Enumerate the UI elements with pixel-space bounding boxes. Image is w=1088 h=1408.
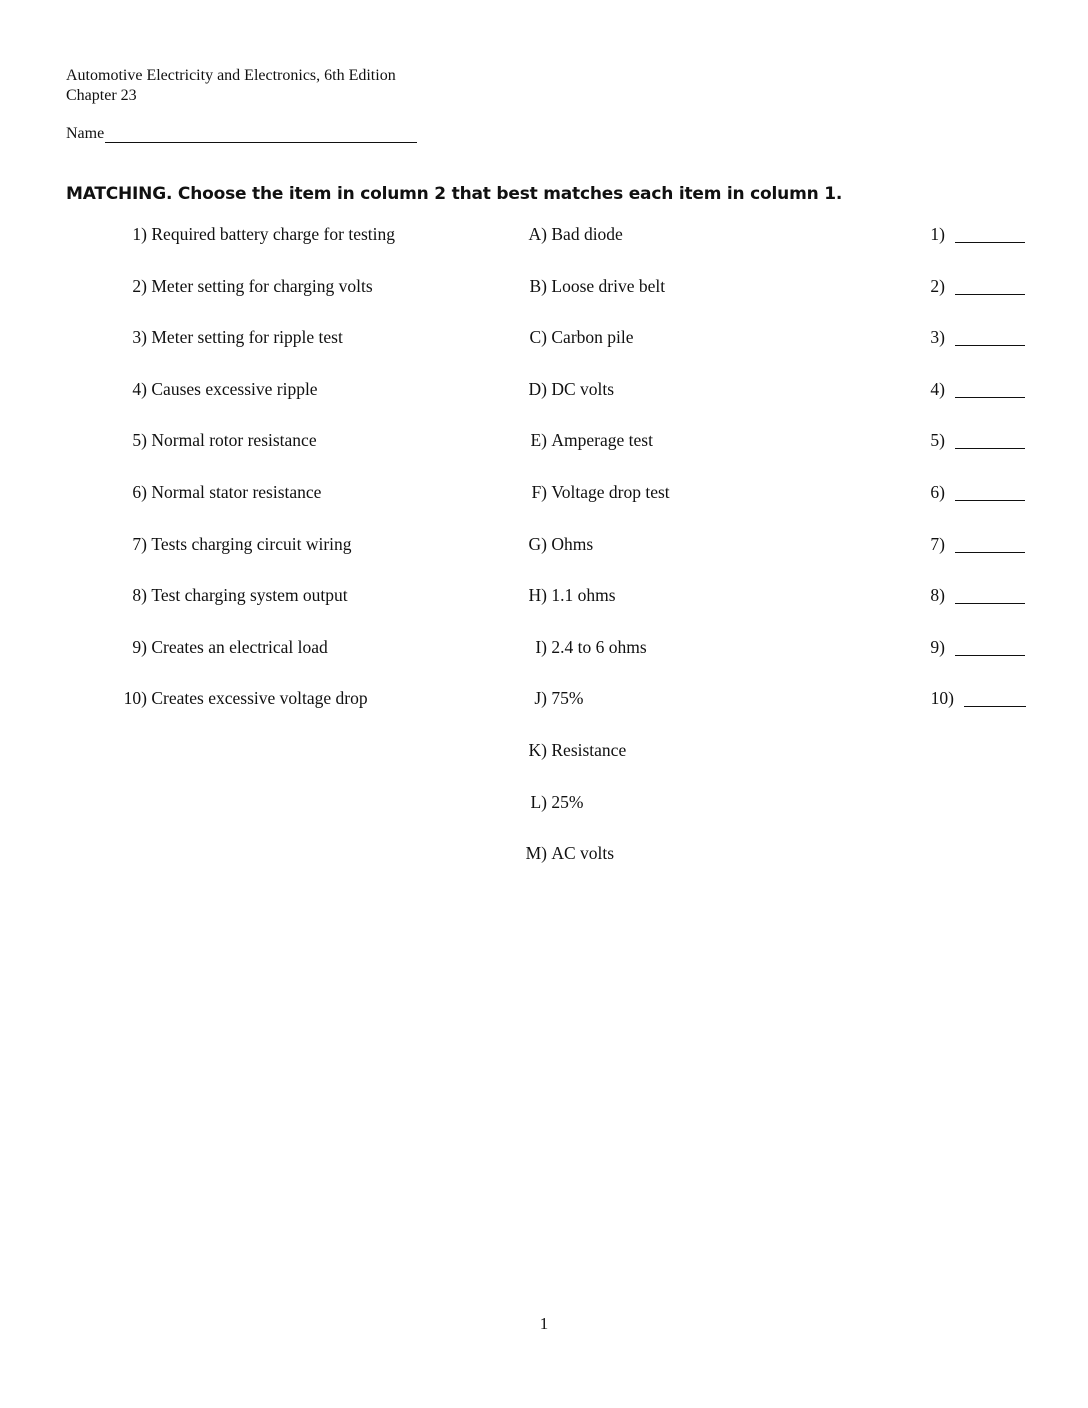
answer-blank[interactable] xyxy=(955,274,1025,295)
column-1-questions xyxy=(100,222,460,738)
question-number: 2) xyxy=(132,275,147,296)
choice-item xyxy=(500,274,760,326)
answer-number: 9) xyxy=(930,636,945,657)
answer-number: 4) xyxy=(930,378,945,399)
answer-blank[interactable] xyxy=(955,377,1025,398)
answer-blank[interactable] xyxy=(955,480,1025,501)
choice-text: 25% xyxy=(551,791,584,812)
choice-text: Loose drive belt xyxy=(551,275,666,296)
question-item xyxy=(100,428,460,480)
answer-number: 2) xyxy=(930,275,945,296)
choice-text: Carbon pile xyxy=(551,327,634,348)
question-text: Meter setting for ripple test xyxy=(151,327,343,348)
answer-number: 1) xyxy=(930,224,945,244)
question-text: Meter setting for charging volts xyxy=(151,275,373,296)
question-item xyxy=(100,480,460,532)
answer-blank[interactable] xyxy=(955,532,1025,553)
question-item xyxy=(100,377,460,429)
question-item xyxy=(100,583,460,635)
chapter-label: Chapter 23 xyxy=(66,87,137,104)
answer-row xyxy=(900,583,1030,635)
question-item xyxy=(100,686,460,738)
choice-text: 2.4 to 6 ohms xyxy=(551,636,647,657)
book-title: Automotive Electricity and Electronics, 6th Edition xyxy=(66,67,396,84)
choice-item xyxy=(500,480,760,532)
question-number: 5) xyxy=(132,430,147,451)
question-number: 6) xyxy=(132,481,147,502)
choice-text: 75% xyxy=(551,688,584,709)
question-number: 8) xyxy=(132,585,147,606)
answer-row xyxy=(900,635,1030,687)
answer-row xyxy=(900,428,1030,480)
question-item xyxy=(100,274,460,326)
answer-number: 6) xyxy=(930,481,945,502)
answer-row xyxy=(900,274,1030,326)
instructions: MATCHING. Choose the item in column 2 that best matches each item in column 1. xyxy=(66,184,843,204)
choice-letter: M) xyxy=(525,843,547,864)
answer-blank[interactable] xyxy=(964,686,1026,707)
question-text: Required battery charge for testing xyxy=(151,224,395,244)
choice-text: Ohms xyxy=(551,533,594,554)
choice-text: 1.1 ohms xyxy=(551,585,616,606)
choice-item xyxy=(500,532,760,584)
answer-blank[interactable] xyxy=(955,635,1025,656)
choice-letter: J) xyxy=(534,688,547,709)
name-label: Name xyxy=(66,125,105,142)
question-item xyxy=(100,325,460,377)
choice-letter: B) xyxy=(529,275,547,296)
choice-item xyxy=(500,841,760,893)
choice-item xyxy=(500,738,760,790)
choice-letter: A) xyxy=(528,224,547,244)
answer-row xyxy=(900,686,1030,738)
question-text: Causes excessive ripple xyxy=(151,378,318,399)
question-item xyxy=(100,635,460,687)
answer-row xyxy=(900,222,1030,274)
choice-item xyxy=(500,583,760,635)
answer-blank[interactable] xyxy=(955,583,1025,604)
choice-letter: E) xyxy=(530,430,547,451)
question-text: Normal stator resistance xyxy=(151,481,322,502)
choice-letter: D) xyxy=(528,378,547,399)
answer-column xyxy=(900,222,1030,738)
choice-item xyxy=(500,222,760,274)
name-field[interactable] xyxy=(105,124,417,143)
question-text: Tests charging circuit wiring xyxy=(151,533,352,554)
choice-letter: C) xyxy=(529,327,547,348)
page-number: 1 xyxy=(539,1314,549,1333)
choice-letter: F) xyxy=(531,481,547,502)
choice-item xyxy=(500,428,760,480)
question-text: Test charging system output xyxy=(151,585,348,606)
choice-item xyxy=(500,790,760,842)
question-text: Creates an electrical load xyxy=(151,636,328,657)
question-number: 1) xyxy=(132,224,147,244)
choice-text: Bad diode xyxy=(551,224,623,244)
question-number: 10) xyxy=(123,688,147,709)
answer-row xyxy=(900,377,1030,429)
choice-text: Amperage test xyxy=(551,430,653,451)
choice-letter: H) xyxy=(528,585,547,606)
choice-letter: I) xyxy=(535,636,547,657)
answer-row xyxy=(900,480,1030,532)
answer-number: 5) xyxy=(930,430,945,451)
answer-number: 8) xyxy=(930,585,945,606)
choice-letter: L) xyxy=(530,791,547,812)
answer-number: 10) xyxy=(930,688,954,709)
answer-blank[interactable] xyxy=(955,222,1025,243)
document-header xyxy=(66,66,396,106)
choice-text: DC volts xyxy=(551,378,615,399)
choice-text: Resistance xyxy=(551,739,627,760)
choice-letter: K) xyxy=(528,739,547,760)
choice-text: Voltage drop test xyxy=(551,481,670,502)
answer-row xyxy=(900,532,1030,584)
choice-item xyxy=(500,325,760,377)
question-number: 3) xyxy=(132,327,147,348)
choice-item xyxy=(500,377,760,429)
choice-item xyxy=(500,635,760,687)
choice-text: AC volts xyxy=(551,843,615,864)
answer-number: 3) xyxy=(930,327,945,348)
question-item xyxy=(100,532,460,584)
answer-blank[interactable] xyxy=(955,325,1025,346)
question-number: 7) xyxy=(132,533,147,554)
answer-number: 7) xyxy=(930,533,945,554)
question-text: Normal rotor resistance xyxy=(151,430,317,451)
column-2-choices xyxy=(500,222,760,893)
question-text: Creates excessive voltage drop xyxy=(151,688,368,709)
choice-item xyxy=(500,686,760,738)
answer-row xyxy=(900,325,1030,377)
choice-letter: G) xyxy=(528,533,547,554)
question-number: 9) xyxy=(132,636,147,657)
question-item xyxy=(100,222,460,274)
question-number: 4) xyxy=(132,378,147,399)
name-row xyxy=(66,124,417,143)
answer-blank[interactable] xyxy=(955,428,1025,449)
